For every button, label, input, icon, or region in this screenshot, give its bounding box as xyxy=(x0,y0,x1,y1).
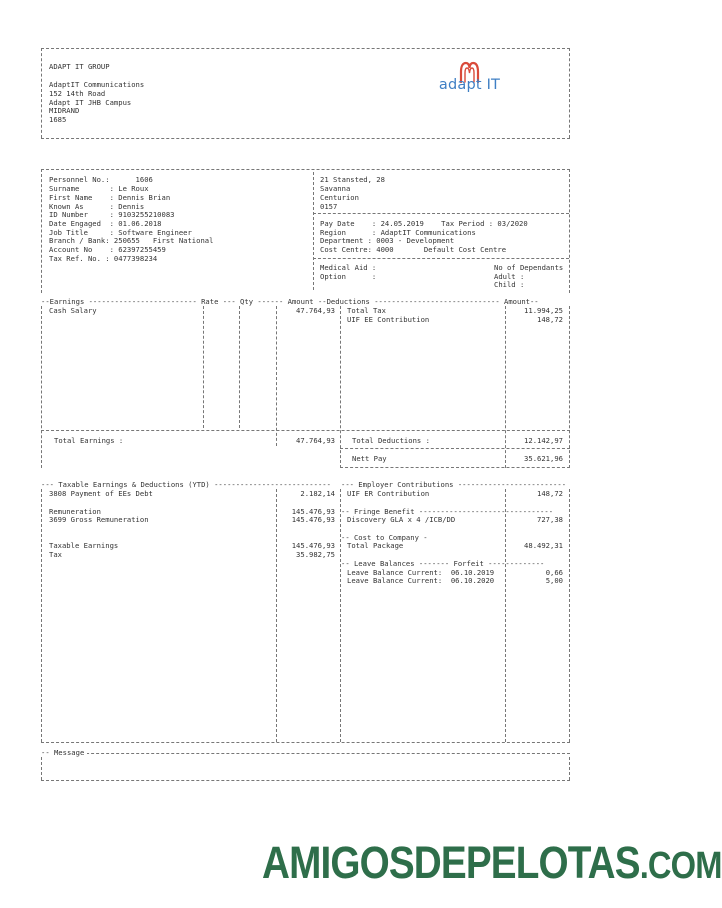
adult-label: Adult : xyxy=(494,272,525,281)
rate-col-line xyxy=(203,306,204,428)
earn-right-border xyxy=(569,306,570,468)
header-right-border xyxy=(569,48,570,138)
total-package-label: Total Package xyxy=(347,541,404,550)
total-package-amount: 48.492,31 xyxy=(524,541,563,550)
message-bottom-border xyxy=(41,780,570,781)
account-no: Account No : 62397255459 xyxy=(49,245,166,254)
ytd-item: 3699 Gross Remuneration xyxy=(49,515,149,524)
details-mid-border xyxy=(313,172,314,290)
payinfo-separator xyxy=(313,258,569,259)
employee-address-2: Savanna xyxy=(320,184,351,193)
total-deductions-label: Total Deductions : xyxy=(352,436,430,445)
branch-bank: Branch / Bank: 250655 First National xyxy=(49,236,214,245)
total-deductions-amount: 12.142,97 xyxy=(524,436,563,445)
totals-separator xyxy=(41,430,570,431)
company-logo xyxy=(432,60,507,105)
company-address-5: 1685 xyxy=(49,115,67,124)
known-as: Known As : Dennis xyxy=(49,202,145,211)
ytd-bottom xyxy=(41,742,570,743)
employer-header: --- Employer Contributions ------------------------- xyxy=(341,480,567,489)
deduction-total-tax-amount: 11.994,25 xyxy=(524,306,563,315)
header-top-border xyxy=(41,48,570,49)
employee-address-3: Centurion xyxy=(320,193,359,202)
header-left-border xyxy=(41,48,42,138)
leave-balance-2: Leave Balance Current: 06.10.2020 xyxy=(347,576,495,585)
deductions-col-line xyxy=(340,306,341,468)
nett-pay-label: Nett Pay xyxy=(352,454,387,463)
company-group: ADAPT IT GROUP xyxy=(49,62,110,71)
earning-cash-salary-amount: 47.764,93 xyxy=(296,306,335,315)
fringe-header: -- Fringe Benefit ------------------------------- xyxy=(341,507,554,516)
employer-line xyxy=(340,489,341,742)
watermark xyxy=(262,837,722,889)
company-address-3: Adapt IT JHB Campus xyxy=(49,98,132,107)
ytd-item-amount: 145.476,93 xyxy=(291,507,335,516)
leave-header: -- Leave Balances ------- Forfeit ------------- xyxy=(341,559,545,568)
option: Option : xyxy=(320,272,377,281)
watermark-domain: .COM xyxy=(639,845,722,887)
earn-left-border xyxy=(41,306,42,468)
region: Region : AdaptIT Communications xyxy=(320,228,476,237)
message-top-border xyxy=(41,753,570,754)
discovery-amount: 727,38 xyxy=(537,515,563,524)
address-separator xyxy=(313,213,569,214)
uif-er-amount: 148,72 xyxy=(537,489,563,498)
department: Department : 0003 - Development xyxy=(320,236,455,245)
ytd-header: --- Taxable Earnings & Deductions (YTD) --------------------------- xyxy=(41,480,331,489)
child-label: Child : xyxy=(494,280,525,289)
company-address-2: 152 14th Road xyxy=(49,89,106,98)
job-title: Job Title : Software Engineer xyxy=(49,228,192,237)
ytd-right-border xyxy=(569,489,570,742)
nett-separator xyxy=(340,448,570,449)
leave-balance-1: Leave Balance Current: 06.10.2019 xyxy=(347,568,495,577)
ytd-item: 3808 Payment of EEs Debt xyxy=(49,489,153,498)
nett-pay-amount: 35.621,96 xyxy=(524,454,563,463)
earnings-header: --Earnings ------------------------- Rate --- Qty ------ Amount --Deductions ----------------------------- Amount-- xyxy=(41,297,539,306)
ytd-amount-line xyxy=(276,489,277,742)
leave-balance-2-amount: 5,00 xyxy=(545,576,563,585)
message-right-border xyxy=(569,757,570,780)
medical-aid: Medical Aid : xyxy=(320,263,377,272)
surname: Surname : Le Roux xyxy=(49,184,149,193)
total-earnings-amount: 47.764,93 xyxy=(296,436,335,445)
ytd-item: Remuneration xyxy=(49,507,101,516)
details-top-border xyxy=(41,169,570,170)
company-address-4: MIDRAND xyxy=(49,106,80,115)
details-left-border xyxy=(41,169,42,293)
leave-balance-1-amount: 0,66 xyxy=(545,568,563,577)
ytd-item: Tax xyxy=(49,550,62,559)
header-bottom-border xyxy=(41,138,570,139)
deduction-total-tax: Total Tax xyxy=(347,306,386,315)
ytd-left-border xyxy=(41,489,42,742)
deduction-uif-ee: UIF EE Contribution xyxy=(347,315,430,324)
date-engaged: Date Engaged : 01.06.2018 xyxy=(49,219,162,228)
ytd-item-amount: 145.476,93 xyxy=(291,515,335,524)
deduction-uif-ee-amount: 148,72 xyxy=(537,315,563,324)
dependants-label: No of Dependants xyxy=(494,263,564,272)
amount-col-line xyxy=(276,306,277,446)
logo-text: adapt IT xyxy=(438,77,501,93)
watermark-main: AMIGOSDEPELOTAS xyxy=(262,837,640,888)
ytd-item-amount: 2.182,14 xyxy=(300,489,335,498)
personnel-no: Personnel No.: 1606 xyxy=(49,175,153,184)
qty-col-line xyxy=(239,306,240,428)
discovery-label: Discovery GLA x 4 /ICB/DD xyxy=(347,515,456,524)
nett-bottom xyxy=(340,467,570,468)
cost-centre: Cost Centre: 4000 Default Cost Centre xyxy=(320,245,507,254)
message-header: -- Message xyxy=(41,749,87,758)
id-number: ID Number : 9103255210083 xyxy=(49,210,175,219)
ytd-item: Taxable Earnings xyxy=(49,541,119,550)
uif-er-label: UIF ER Contribution xyxy=(347,489,430,498)
message-left-border xyxy=(41,757,42,780)
details-right-border xyxy=(569,169,570,293)
cost-company-header: -- Cost to Company - xyxy=(341,533,428,542)
first-name: First Name : Dennis Brian xyxy=(49,193,171,202)
pay-date: Pay Date : 24.05.2019 Tax Period : 03/2020 xyxy=(320,219,528,228)
earning-cash-salary: Cash Salary xyxy=(49,306,97,315)
company-address-1: AdaptIT Communications xyxy=(49,80,145,89)
employee-address-4: 0157 xyxy=(320,202,338,211)
ytd-item-amount: 35.982,75 xyxy=(296,550,335,559)
total-earnings-label: Total Earnings : xyxy=(54,436,124,445)
ytd-item-amount: 145.476,93 xyxy=(291,541,335,550)
employer-amount-line xyxy=(505,489,506,742)
tax-ref: Tax Ref. No. : 0477398234 xyxy=(49,254,158,263)
employee-address-1: 21 Stansted, 28 xyxy=(320,175,385,184)
